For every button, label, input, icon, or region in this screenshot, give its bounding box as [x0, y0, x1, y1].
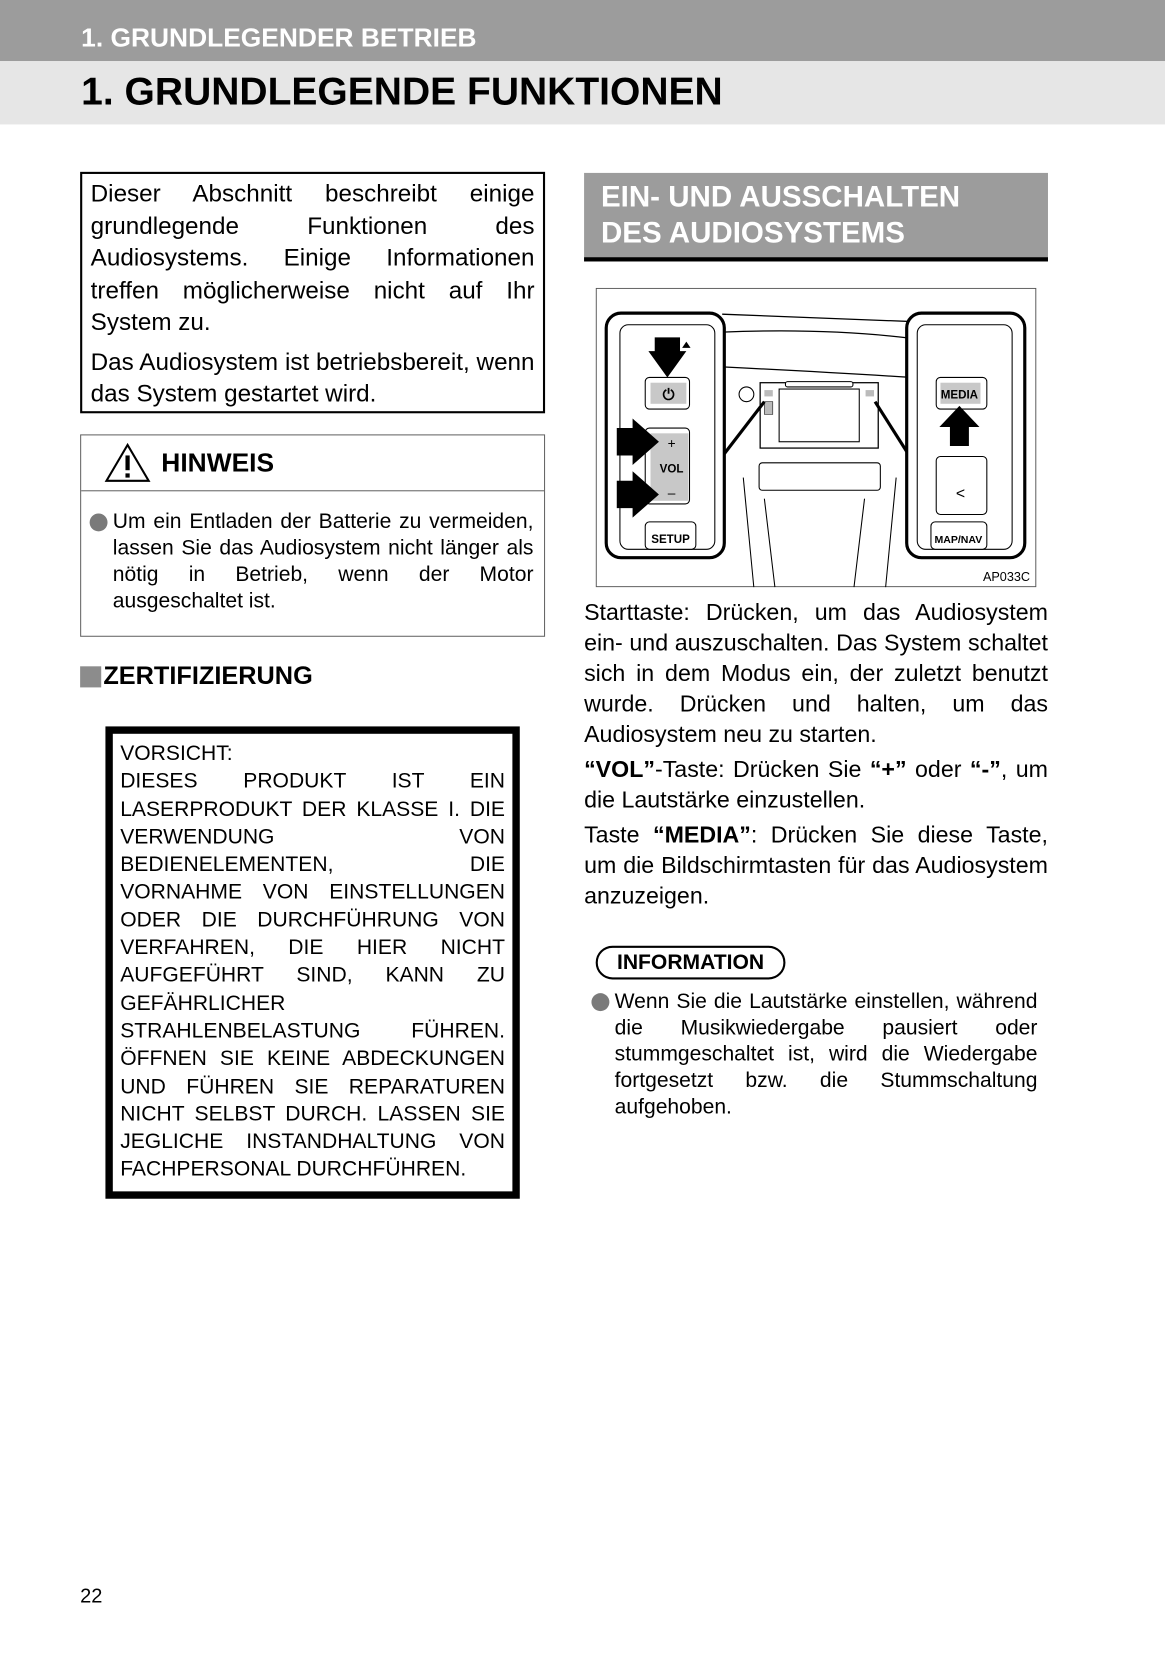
- back-label: <: [955, 485, 966, 503]
- section-heading: [584, 173, 1048, 262]
- caution-line: LASERPRODUKT DER KLASSE I. DIE: [120, 797, 506, 821]
- vol-plus-label: +: [667, 436, 676, 452]
- caution-line: ÖFFNEN SIE KEINE ABDECKUNGEN: [120, 1047, 506, 1071]
- caution-line: VERFAHREN, DIE HIER NICHT: [120, 936, 506, 960]
- square-icon: [80, 666, 101, 687]
- caution-line: VERWENDUNG VON: [120, 825, 506, 849]
- zertifizierung-heading: [80, 662, 313, 692]
- caution-line: VORNAHME VON EINSTELLUNGEN: [120, 880, 506, 905]
- chapter-title: 1. GRUNDLEGENDER BETRIEB: [81, 23, 477, 53]
- section-title-line: DES AUDIOSYSTEMS: [600, 216, 905, 249]
- caution-line: GEFÄHRLICHER: [120, 991, 286, 1015]
- media-description: Taste “MEDIA”: Drücken Sie diese Taste, um die Bildschirmtasten für das Audiosystem anzuzeigen.: [584, 821, 1048, 909]
- hinweis-text: Um ein Entladen der Batterie zu vermeiden, lassen Sie das Audiosystem nicht länger als nötig in Betrieb, wenn der Motor ausgeschaltet ist.: [112, 510, 534, 613]
- caution-line: BEDIENELEMENTEN, DIE: [120, 853, 506, 877]
- chapter-bar: [0, 0, 1165, 61]
- caution-line: DIESES PRODUKT IST EIN: [120, 769, 506, 794]
- power-description: Starttaste: Drücken, um das Audiosystem ein- und auszuschalten. Das System schaltet sich in dem Modus ein, der zuletzt benutzt wurde. Drücken und halten, um das Audiosystem neu zu starten.: [584, 598, 1048, 748]
- page-title: 1. GRUNDLEGENDE FUNKTIONEN: [81, 69, 723, 113]
- caution-line: AUFGEFÜHRT SIND, KANN ZU: [120, 964, 506, 988]
- power-icon: ⏻: [662, 387, 675, 404]
- hinweis-title: HINWEIS: [161, 447, 275, 478]
- information-text: Wenn Sie die Lautstärke einstellen, während die Musikwiedergabe pausiert oder stummgeschaltet ist, wird die Wiedergabe fortgesetzt bzw. die Stummschaltung aufgehoben.: [614, 989, 1038, 1119]
- figure-code: AP033C: [982, 569, 1031, 584]
- intro-box: [80, 172, 545, 413]
- vol-minus-label: –: [667, 485, 676, 501]
- bullet-icon: [90, 513, 108, 531]
- mapnav-label: MAP/NAV: [934, 533, 983, 546]
- warning-icon: [104, 443, 150, 483]
- caution-line: FACHPERSONAL DURCHFÜHREN.: [120, 1158, 467, 1182]
- bullet-icon: [591, 993, 609, 1011]
- caution-line: JEGLICHE INSTANDHALTUNG VON: [120, 1130, 506, 1154]
- caution-line: STRAHLENBELASTUNG FÜHREN.: [120, 1019, 506, 1043]
- setup-label: SETUP: [651, 533, 690, 546]
- vol-description: “VOL”-Taste: Drücken Sie “+” oder “-”, um die Lautstärke einzustellen.: [584, 755, 1048, 813]
- audio-controls-diagram: [596, 288, 1037, 587]
- caution-box: [105, 726, 519, 1198]
- hinweis-box: [80, 434, 545, 636]
- title-band: [0, 61, 1165, 124]
- caution-line: NICHT SELBST DURCH. LASSEN SIE: [120, 1102, 506, 1126]
- vol-label: VOL: [659, 463, 684, 476]
- zertifizierung-label: ZERTIFIZIERUNG: [103, 662, 313, 691]
- information-bullet: [591, 989, 1037, 1121]
- page-number: 22: [80, 1585, 103, 1608]
- caution-line: ODER DIE DURCHFÜHRUNG VON: [120, 908, 506, 932]
- information-badge: INFORMATION: [596, 946, 786, 980]
- intro-paragraph: Das Audiosystem ist betriebsbereit, wenn das System gestartet wird.: [90, 347, 535, 407]
- caution-line: UND FÜHREN SIE REPARATUREN: [120, 1074, 506, 1099]
- section-title-line: EIN- UND AUSSCHALTEN: [600, 180, 961, 213]
- intro-paragraph: Dieser Abschnitt beschreibt einige grundlegende Funktionen des Audiosystems. Einige Informationen treffen möglicherweise nicht auf Ihr System zu.: [90, 179, 535, 336]
- media-label: MEDIA: [940, 389, 979, 402]
- body-text: [584, 597, 1048, 915]
- caution-line: VORSICHT:: [120, 742, 233, 766]
